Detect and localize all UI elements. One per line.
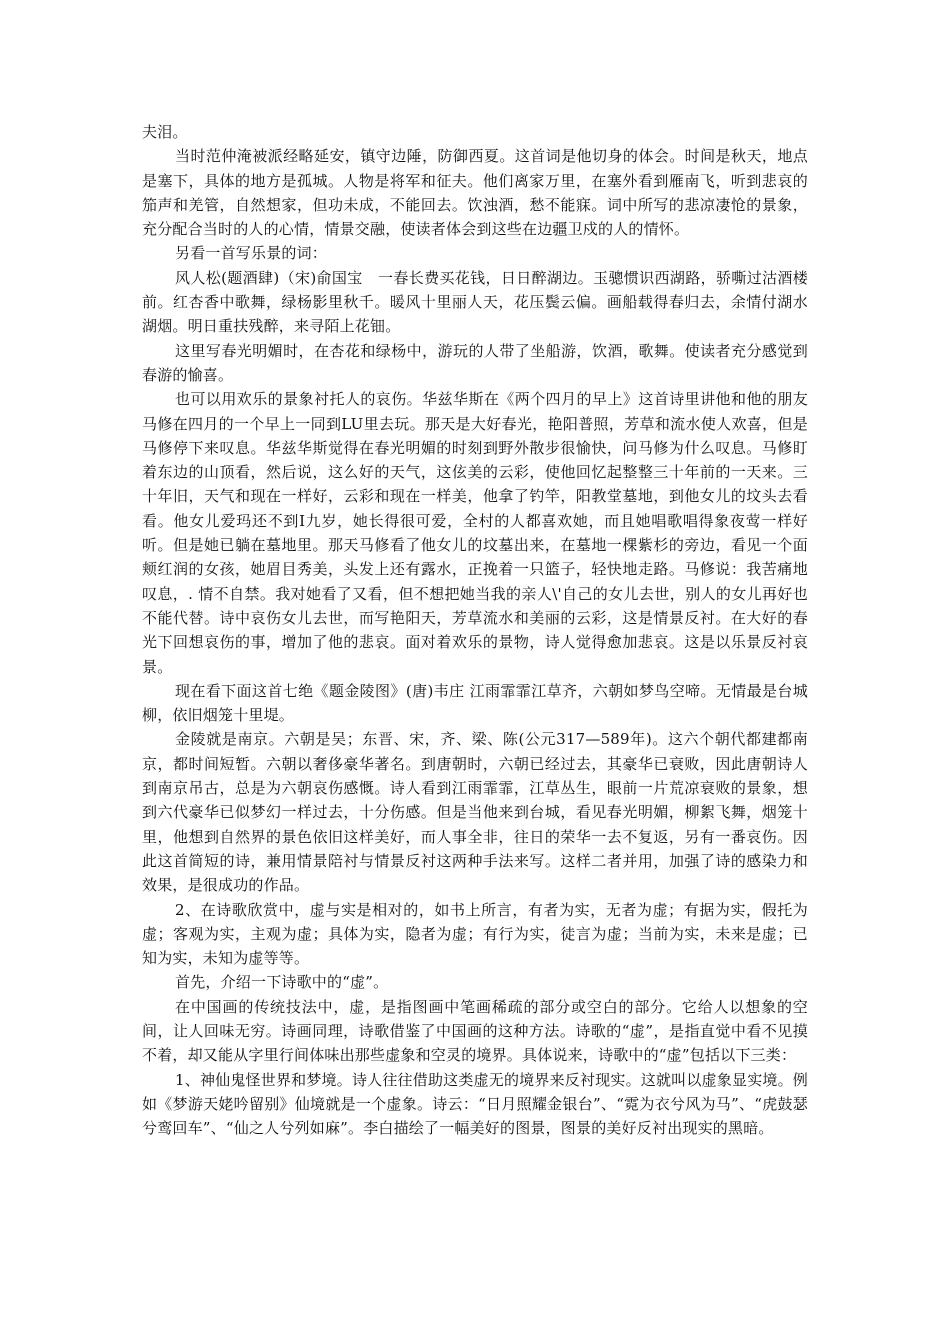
paragraph-3: 另看一首写乐景的词： xyxy=(175,244,328,263)
paragraph-2: 当时范仲淹被派经略延安，镇守边陲，防御西夏。这首词是他切身的体会。时间是秋天，地点是塞下，具体的地方是孤城。人物是将军和征夫。他们离家万里，在塞外看到雁南飞，听到悲哀的笳声和羌管，自然想家，但功未成，不能回去。饮浊酒，愁不能寐。词中所写的悲凉凄怆的景象，充分配合当时的人的心情，情景交融，使读者体会到这些在边疆卫戍的人的情怀。 xyxy=(142,147,808,239)
paragraph-11: 在中国画的传统技法中，虚，是指图画中笔画稀疏的部分或空白的部分。它给人以想象的空间，让人回味无穷。诗画同理，诗歌借鉴了中国画的这种方法。诗歌的“虚”，是指直觉中看不见摸不着，却又能从字里行间体味出那些虚象和空灵的境界。具体说来，诗歌中的“虚”包括以下三类： xyxy=(142,997,808,1065)
paragraph-5: 这里写春光明媚时，在杏花和绿杨中，游玩的人带了坐船游，饮酒，歌舞。使读者充分感觉到春游的愉喜。 xyxy=(142,341,808,384)
paragraph-1: 夫泪。 xyxy=(142,123,188,141)
paragraph-7: 现在看下面这首七绝《题金陵图》(唐)韦庄 江雨霏霏江草齐，六朝如梦鸟空啼。无情最是台城柳，依旧烟笼十里堤。 xyxy=(142,681,808,725)
paragraph-4: 风人松(题酒肆)（宋)俞国宝 一春长费买花钱，日日醉湖边。玉骢惯识西湖路，骄嘶过沽酒楼前。红杏香中歌舞，绿杨影里秋千。暖风十里丽人天，花压鬓云偏。画船载得春归去，余情付湖水湖烟。明日重扶残醉，来寻陌上花钿。 xyxy=(142,268,808,336)
document-body xyxy=(142,120,808,1140)
paragraph-6: 也可以用欢乐的景象衬托人的哀伤。华兹华斯在《两个四月的早上》这首诗里讲他和他的朋友马修在四月的一个早上一同到LU里去玩。那天是大好春光，艳阳普照，芳草和流水使人欢喜，但是马修停下来叹息。华兹华斯觉得在春光明媚的时刻到野外散步很愉快，问马修为什么叹息。马修盯着东边的山顶看，然后说，这么好的天气，这伭美的云彩，使他回忆起整整三十年前的一天来。三十年旧，天气和现在一样好，云彩和现在一样美，他拿了钓竿，阳教堂墓地，到他女儿的坟头去看看。他女儿爱玛还不到I九岁，她长得很可爱，全村的人都喜欢她，而且她唱歌唱得象夜莺一样好听。但是她已躺在墓地里。那天马修看了他女儿的坟墓出来，在墓地一棵紫杉的旁边，看见一个面颊红润的女孩，她眉目秀美，头发上还有露水，正挽着一只篮子，轻快地走路。马修说：我苦痛地叹息，. 情不自禁。我对她看了又看，但不想把她当我的亲人\'自己的女儿去世，别人的女儿再好也不能代替。诗中哀伤女儿去世，而写艳阳天，芳草流水和美丽的云彩，这是情景反衬。在大好的春光下回想哀伤的事，增加了他的悲哀。面对着欢乐的景物，诗人觉得愈加悲哀。这是以乐景反衬哀景。 xyxy=(142,390,808,676)
paragraph-10: 首先，介绍一下诗歌中的“虚”。 xyxy=(175,973,389,992)
paragraph-9: 2、在诗歌欣赏中，虚与实是相对的，如书上所言，有者为实，无者为虚；有据为实，假托为虚；客观为实，主观为虚；具体为实，隐者为虚；有行为实，徒言为虚；当前为实，未来是虚；已知为实，未知为虚等等。 xyxy=(142,900,808,968)
paragraph-12: 1、神仙鬼怪世界和梦境。诗人往往借助这类虚无的境界来反衬现实。这就叫以虚象显实境。例如《梦游天姥吟留别》仙境就是一个虚象。诗云：“日月照耀金银台”、“霓为衣兮风为马”、“虎鼓瑟兮鸾回车”、“仙之人兮列如麻”。李白描绘了一幅美好的图景，图景的美好反衬出现实的黑暗。 xyxy=(142,1070,808,1138)
paragraph-8: 金陵就是南京。六朝是吴；东晋、宋，齐、梁、陈(公元317—589年)。这六个朝代都建都南京，都时间短暂。六朝以奢侈豪华著名。到唐朝时，六朝已经过去，其豪华已衰败，因此唐朝诗人到南京吊古，总是为六朝哀伤感慨。诗人看到江雨霏霏，江草丛生，眼前一片荒凉衰败的景象，想到六代豪华已似梦幻一样过去，十分伤感。但是当他来到台城，看见春光明媚，柳絮飞舞，烟笼十里，他想到自然界的景色依旧这样美好，而人事全非，往日的荣华一去不复返，另有一番哀伤。因此这首简短的诗，兼用情景陪衬与情景反衬这两种手法来写。这样二者并用，加强了诗的感染力和效果，是很成功的作品。 xyxy=(142,730,808,895)
